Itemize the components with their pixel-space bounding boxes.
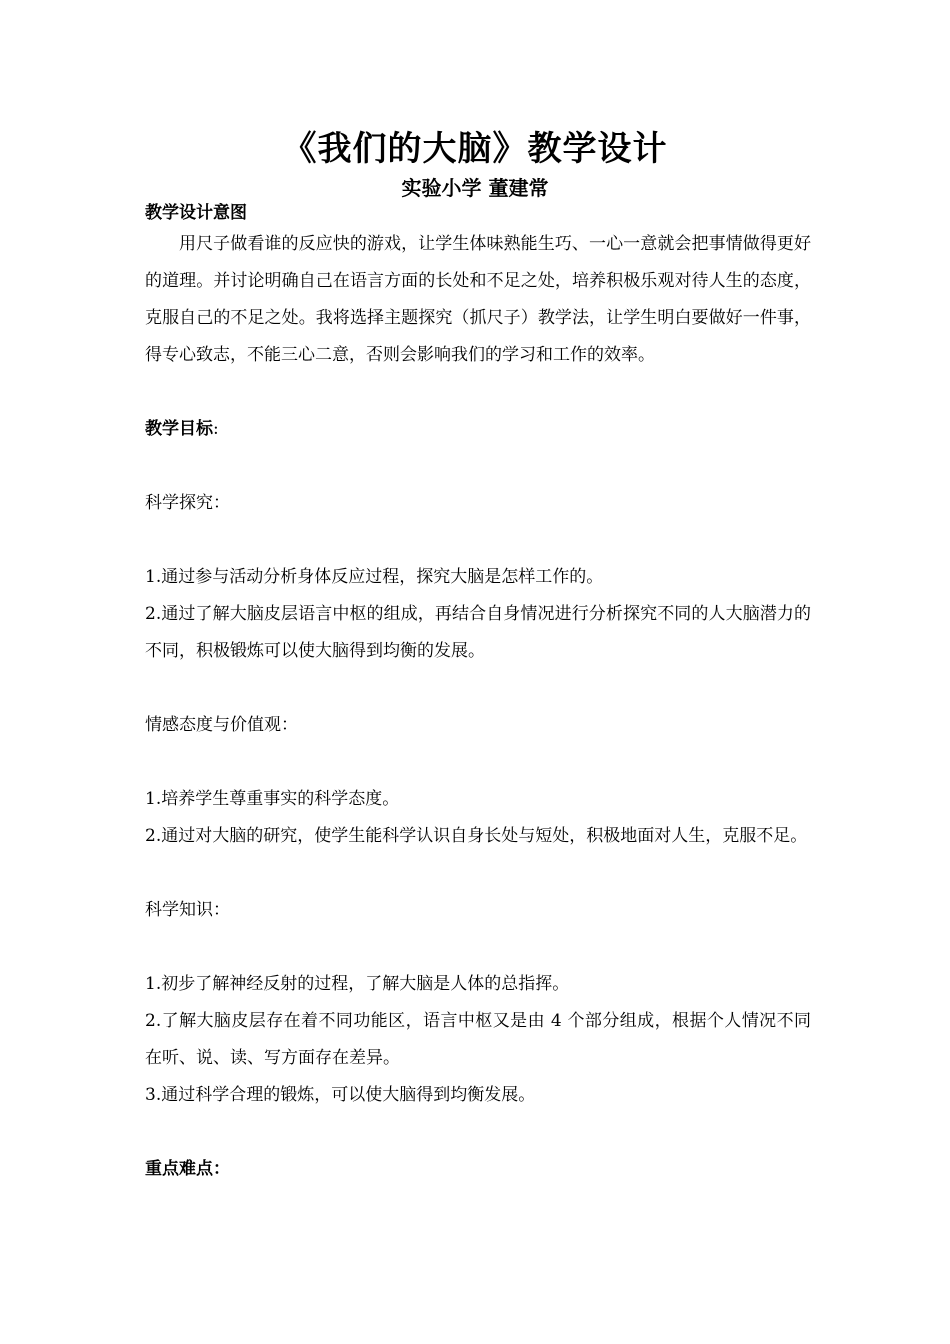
list-item: 1.初步了解神经反射的过程，了解大脑是人体的总指挥。 <box>145 974 570 994</box>
list-item: 2.了解大脑皮层存在着不同功能区，语言中枢又是由 4 个部分组成，根据个人情况不同在听、说、读、写方面存在差异。 <box>145 1011 811 1068</box>
goals-heading-text: 教学目标 <box>145 419 213 439</box>
list-item: 2.通过了解大脑皮层语言中枢的组成，再结合自身情况进行分析探究不同的人大脑潜力的不同，积极锻炼可以使大脑得到均衡的发展。 <box>145 604 811 661</box>
document-body <box>145 200 811 1188</box>
spacer <box>145 448 811 485</box>
spacer <box>145 929 811 966</box>
spacer <box>145 744 811 781</box>
spacer <box>145 374 811 411</box>
list-item: 1.通过参与活动分析身体反应过程，探究大脑是怎样工作的。 <box>145 567 604 587</box>
section-heading-intent: 教学设计意图 <box>145 203 247 223</box>
list-item: 2.通过对大脑的研究，使学生能科学认识自身长处与短处，积极地面对人生，克服不足。 <box>145 826 808 846</box>
section-heading-key-points: 重点难点： <box>145 1159 230 1179</box>
spacer <box>145 522 811 559</box>
list-item: 3.通过科学合理的锻炼，可以使大脑得到均衡发展。 <box>145 1085 536 1105</box>
author-line: 实验小学 董建常 <box>401 176 549 200</box>
spacer <box>145 855 811 892</box>
section-heading-goals <box>145 411 811 448</box>
list-item: 1.培养学生尊重事实的科学态度。 <box>145 789 400 809</box>
intent-paragraph: 用尺子做看谁的反应快的游戏，让学生体味熟能生巧、一心一意就会把事情做得更好的道理。并讨论明确自己在语言方面的长处和不足之处，培养积极乐观对待人生的态度，克服自己的不足之处。我将选择主题探究（抓尺子）教学法，让学生明白要做好一件事，得专心致志，不能三心二意，否则会影响我们的学习和工作的效率。 <box>145 234 811 365</box>
spacer <box>145 1114 811 1151</box>
document-title: 《我们的大脑》教学设计 <box>282 129 668 169</box>
goals-heading-suffix: : <box>213 419 219 439</box>
label-attitude: 情感态度与价值观： <box>145 715 298 735</box>
label-science-inquiry: 科学探究： <box>145 493 230 513</box>
label-knowledge: 科学知识： <box>145 900 230 920</box>
spacer <box>145 670 811 707</box>
